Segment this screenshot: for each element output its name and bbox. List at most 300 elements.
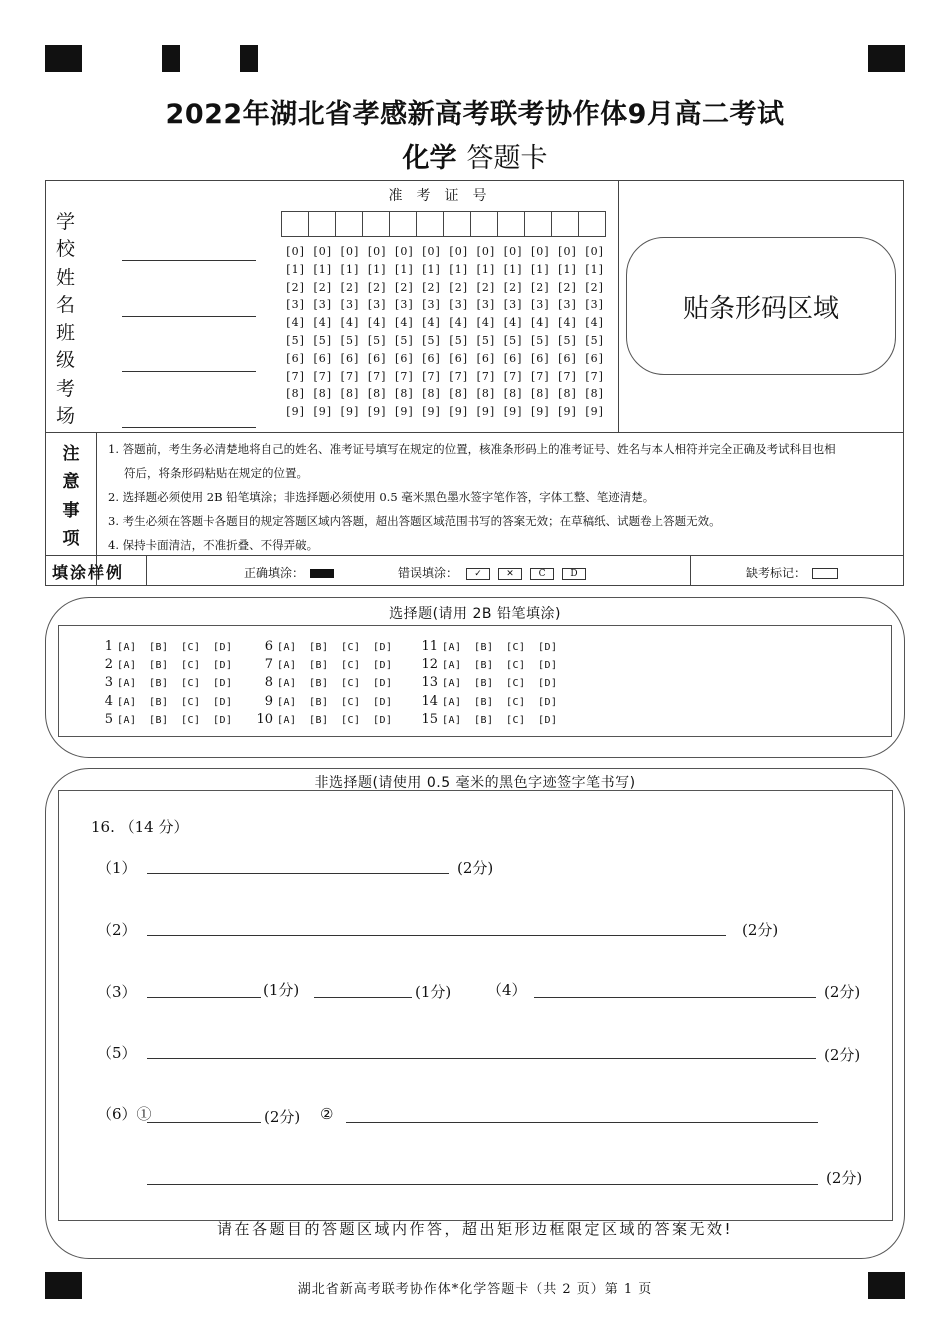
class-input[interactable] <box>122 353 256 372</box>
cross-mark-icon: ✕ <box>498 568 522 580</box>
digit-bubble[interactable]: [8] <box>585 387 604 401</box>
digit-bubble[interactable]: [6] <box>313 351 333 365</box>
digit-row <box>282 350 608 368</box>
digit-bubble[interactable]: [7] <box>530 369 550 383</box>
digit-bubble[interactable]: [5] <box>395 333 414 347</box>
part-6-circle-2: ② <box>320 1105 334 1123</box>
digit-bubble[interactable]: [0] <box>340 245 360 258</box>
mc-option-bubble[interactable]: [D] <box>538 660 558 672</box>
digit-bubble[interactable]: [2] <box>558 280 577 294</box>
digit-bubble[interactable]: [7] <box>286 369 305 383</box>
digit-bubble[interactable]: [3] <box>476 298 496 312</box>
mc-option-bubble[interactable]: [C] <box>506 678 526 690</box>
digit-bubble[interactable]: [9] <box>449 405 469 419</box>
part-3-score-b: (1分) <box>415 983 452 1001</box>
mc-option-bubble[interactable]: [B] <box>309 696 329 708</box>
wrong-fill-label: 错误填涂： <box>398 566 459 580</box>
mc-option-bubble[interactable]: [C] <box>341 714 361 726</box>
mc-option-bubble[interactable]: [B] <box>149 678 169 690</box>
digit-bubble[interactable]: [7] <box>503 369 523 383</box>
digit-bubble[interactable]: [9] <box>286 405 305 419</box>
digit-bubble[interactable]: [7] <box>422 369 441 383</box>
school-field[interactable] <box>56 207 256 261</box>
digit-bubble[interactable]: [5] <box>422 333 441 347</box>
registration-mark <box>240 45 258 72</box>
mc-option-bubble[interactable]: [C] <box>341 660 361 672</box>
digit-bubble[interactable]: [5] <box>367 333 387 347</box>
digit-bubble[interactable]: [8] <box>503 387 523 401</box>
name-field[interactable] <box>56 263 256 317</box>
digit-bubble[interactable]: [0] <box>585 245 604 258</box>
digit-bubble[interactable]: [9] <box>558 405 577 419</box>
digit-bubble[interactable]: [5] <box>313 333 333 347</box>
digit-bubble[interactable]: [1] <box>340 262 360 276</box>
class-field[interactable] <box>56 318 256 372</box>
part-5-score: (2分) <box>824 1046 861 1064</box>
mc-option-bubble[interactable]: [A] <box>442 642 462 653</box>
answer-line-6a[interactable] <box>147 1121 261 1123</box>
mc-row <box>95 673 570 691</box>
answer-line-2[interactable] <box>147 934 726 936</box>
mc-option-bubble[interactable]: [B] <box>474 714 494 726</box>
part-4-label: （4） <box>487 981 527 999</box>
circle-mark-icon: C <box>530 568 554 580</box>
mc-question-number: 8 <box>264 675 273 691</box>
mc-question <box>255 710 420 730</box>
exam-number-digit-box[interactable] <box>308 211 336 237</box>
part-4-score: (2分) <box>824 983 861 1001</box>
digit-bubble[interactable]: [3] <box>313 298 333 312</box>
mc-question-number: 9 <box>264 693 273 709</box>
multiple-choice-title: 选择题(请用 2B 铅笔填涂) <box>389 606 561 622</box>
exam-number-digit-box[interactable] <box>470 211 498 237</box>
digit-row <box>282 332 608 350</box>
answer-area[interactable] <box>58 790 893 1221</box>
exam-number-digit-box[interactable] <box>497 211 525 237</box>
mc-option-bubble[interactable]: [D] <box>538 642 558 653</box>
digit-bubble[interactable]: [6] <box>286 351 305 365</box>
mc-option-bubble[interactable]: [A] <box>277 696 297 708</box>
digit-bubble[interactable]: [7] <box>449 369 469 383</box>
digit-bubble[interactable]: [0] <box>395 245 414 258</box>
mc-question-number: 5 <box>104 711 113 727</box>
digit-bubble[interactable]: [3] <box>367 298 387 312</box>
digit-bubble[interactable]: [2] <box>503 280 523 294</box>
exam-room-input[interactable] <box>122 409 256 428</box>
exam-number-digit-box[interactable] <box>281 211 309 237</box>
mc-option-bubble[interactable]: [B] <box>309 660 329 672</box>
digit-bubble[interactable]: [4] <box>503 316 523 330</box>
digit-bubble[interactable]: [1] <box>530 262 550 276</box>
digit-bubble[interactable]: [9] <box>503 405 523 419</box>
field-label: 班级 <box>56 322 98 371</box>
digit-bubble[interactable]: [2] <box>585 280 604 294</box>
digit-bubble[interactable]: [1] <box>286 262 305 276</box>
mc-option-bubble[interactable]: [D] <box>213 642 233 653</box>
digit-bubble[interactable]: [5] <box>286 333 305 347</box>
digit-bubble[interactable]: [8] <box>340 387 360 401</box>
answer-line-3b[interactable] <box>314 996 412 998</box>
mc-option-bubble[interactable]: [C] <box>506 660 526 672</box>
answer-line-4[interactable] <box>534 996 816 998</box>
mc-question <box>95 673 255 693</box>
part-6-score-a: (2分) <box>264 1108 301 1126</box>
mc-option-bubble[interactable]: [B] <box>149 714 169 726</box>
digit-bubble[interactable]: [9] <box>395 405 414 419</box>
digit-bubble[interactable]: [3] <box>422 298 441 312</box>
digit-bubble[interactable]: [6] <box>395 351 414 365</box>
digit-bubble[interactable]: [1] <box>503 262 523 276</box>
mc-question-number: 6 <box>264 639 273 654</box>
exam-number-digit-box[interactable] <box>335 211 363 237</box>
mc-option-bubble[interactable]: [D] <box>373 660 393 672</box>
note-item: 4. 保持卡面清洁，不准折叠、不得弄破。 <box>108 538 319 552</box>
exam-number-digit-box[interactable] <box>551 211 579 237</box>
exam-number-digit-box[interactable] <box>362 211 390 237</box>
digit-bubble[interactable]: [6] <box>476 351 496 365</box>
exam-number-digit-box[interactable] <box>416 211 444 237</box>
mc-option-bubble[interactable]: [D] <box>373 714 393 726</box>
mc-option-bubble[interactable]: [D] <box>373 696 393 708</box>
mc-row <box>95 692 570 710</box>
mc-question-number: 12 <box>421 657 438 673</box>
mc-option-bubble[interactable]: [B] <box>474 678 494 690</box>
name-input[interactable] <box>122 298 256 317</box>
digit-bubble[interactable]: [5] <box>476 333 496 347</box>
mc-question-number: 11 <box>421 639 438 654</box>
mc-question <box>255 655 420 675</box>
mc-option-bubble[interactable]: [A] <box>277 660 297 672</box>
digit-bubble[interactable]: [7] <box>476 369 496 383</box>
absent-label: 缺考标记： <box>746 566 807 580</box>
digit-bubble[interactable]: [5] <box>558 333 577 347</box>
digit-bubble[interactable]: [6] <box>367 351 387 365</box>
digit-bubble[interactable]: [3] <box>558 298 577 312</box>
digit-bubble[interactable]: [2] <box>422 280 441 294</box>
digit-row <box>282 296 608 314</box>
digit-bubble[interactable]: [8] <box>395 387 414 401</box>
mc-option-bubble[interactable]: [B] <box>474 642 494 653</box>
digit-bubble[interactable]: [1] <box>422 262 441 276</box>
note-item: 2. 选择题必须使用 2B 铅笔填涂；非选择题必须使用 0.5 毫米黑色墨水签字笔作答，字体工整、笔迹清楚。 <box>108 490 655 504</box>
digit-bubble[interactable]: [6] <box>530 351 550 365</box>
digit-bubble[interactable]: [2] <box>449 280 469 294</box>
absent-mark <box>746 564 838 581</box>
digit-bubble[interactable]: [5] <box>585 333 604 347</box>
wrong-fill-example <box>398 564 586 581</box>
digit-bubble[interactable]: [4] <box>340 316 360 330</box>
digit-bubble[interactable]: [4] <box>286 316 305 330</box>
mc-option-bubble[interactable]: [A] <box>117 696 137 708</box>
mc-option-bubble[interactable]: [A] <box>442 714 462 726</box>
digit-bubble[interactable]: [8] <box>422 387 441 401</box>
digit-bubble[interactable]: [8] <box>313 387 333 401</box>
mc-option-bubble[interactable]: [D] <box>213 714 233 726</box>
mc-option-bubble[interactable]: [C] <box>341 696 361 708</box>
mc-option-bubble[interactable]: [B] <box>474 660 494 672</box>
digit-bubble[interactable]: [2] <box>395 280 414 294</box>
mc-option-bubble[interactable]: [D] <box>538 696 558 708</box>
multiple-choice-grid[interactable] <box>95 637 570 728</box>
part-1-score: (2分) <box>457 859 494 877</box>
digit-bubble[interactable]: [8] <box>286 387 305 401</box>
mc-question-number: 7 <box>264 657 273 673</box>
digit-bubble[interactable]: [4] <box>395 316 414 330</box>
mc-option-bubble[interactable]: [C] <box>181 678 201 690</box>
part-1-label: （1） <box>97 859 137 877</box>
digit-bubble[interactable]: [5] <box>449 333 469 347</box>
digit-bubble[interactable]: [3] <box>503 298 523 312</box>
mc-option-bubble[interactable]: [B] <box>309 714 329 726</box>
digit-bubble[interactable]: [9] <box>585 405 604 419</box>
digit-bubble[interactable]: [6] <box>585 351 604 365</box>
part-6-label: （6）① <box>97 1105 152 1123</box>
digit-bubble[interactable]: [4] <box>313 316 333 330</box>
exam-title: 2022年湖北省孝感新高考联考协作体9月高二考试 <box>165 99 785 130</box>
digit-bubble[interactable]: [4] <box>367 316 387 330</box>
digit-bubble[interactable]: [7] <box>585 369 604 383</box>
mc-question-number: 1 <box>104 639 113 654</box>
digit-bubble[interactable]: [4] <box>585 316 604 330</box>
question-number: 16. （14 分） <box>91 818 189 836</box>
digit-bubble[interactable]: [9] <box>367 405 387 419</box>
exam-number-digit-box[interactable] <box>389 211 417 237</box>
mc-question <box>420 673 570 693</box>
mc-option-bubble[interactable]: [A] <box>117 678 137 690</box>
mc-option-bubble[interactable]: [B] <box>149 696 169 708</box>
digit-bubble[interactable]: [3] <box>395 298 414 312</box>
answer-line-6c[interactable] <box>147 1183 818 1185</box>
mc-option-bubble[interactable]: [A] <box>277 714 297 726</box>
mc-option-bubble[interactable]: [D] <box>538 714 558 726</box>
digit-row <box>282 403 608 421</box>
mc-question <box>255 673 420 693</box>
mc-option-bubble[interactable]: [A] <box>277 678 297 690</box>
digit-row <box>282 261 608 279</box>
mc-option-bubble[interactable]: [C] <box>181 714 201 726</box>
digit-bubble[interactable]: [1] <box>449 262 469 276</box>
exam-number-digit-box[interactable] <box>443 211 471 237</box>
notes-label-char: 注 <box>62 443 80 464</box>
digit-bubble[interactable]: [2] <box>476 280 496 294</box>
digit-bubble[interactable]: [5] <box>503 333 523 347</box>
answer-area-warning: 请在各题目的答题区域内作答，超出矩形边框限定区域的答案无效! <box>216 1220 734 1238</box>
digit-bubble[interactable]: [0] <box>286 245 305 258</box>
mc-option-bubble[interactable]: [A] <box>117 660 137 672</box>
digit-bubble[interactable]: [7] <box>395 369 414 383</box>
mc-question <box>255 692 420 712</box>
field-label: 学校 <box>56 211 98 260</box>
school-input[interactable] <box>122 242 256 261</box>
mc-question <box>95 710 255 730</box>
answer-line-5[interactable] <box>147 1057 816 1059</box>
mc-option-bubble[interactable]: [B] <box>309 642 329 653</box>
part-2-score: (2分) <box>742 921 779 939</box>
digit-bubble[interactable]: [9] <box>340 405 360 419</box>
free-response-section <box>45 768 905 1259</box>
mc-option-bubble[interactable]: [D] <box>538 678 558 690</box>
check-mark-icon: ✓ <box>466 568 490 580</box>
mc-option-bubble[interactable]: [A] <box>442 696 462 708</box>
card-name: 答题卡 <box>466 143 548 174</box>
answer-line-1[interactable] <box>147 872 449 874</box>
mc-option-bubble[interactable]: [B] <box>474 696 494 708</box>
mc-option-bubble[interactable]: [D] <box>373 678 393 690</box>
digit-bubble[interactable]: [8] <box>367 387 387 401</box>
notes-label-char: 意 <box>62 472 80 493</box>
exam-room-field[interactable] <box>56 374 256 428</box>
digit-bubble[interactable]: [4] <box>422 316 441 330</box>
mc-option-bubble[interactable]: [C] <box>341 678 361 690</box>
mc-option-bubble[interactable]: [C] <box>181 696 201 708</box>
digit-bubble[interactable]: [1] <box>476 262 496 276</box>
registration-mark <box>868 45 905 72</box>
mc-option-bubble[interactable]: [C] <box>341 642 361 653</box>
filled-swatch <box>310 569 334 578</box>
digit-bubble[interactable]: [8] <box>476 387 496 401</box>
digit-bubble[interactable]: [2] <box>313 280 333 294</box>
digit-bubble[interactable]: [7] <box>367 369 387 383</box>
subject-label: 化学 <box>402 143 457 174</box>
free-response-title: 非选择题(请使用 0.5 毫米的黑色字迹签字笔书写) <box>314 775 636 791</box>
digit-bubble[interactable]: [8] <box>449 387 469 401</box>
digit-bubble[interactable]: [5] <box>530 333 550 347</box>
mc-row <box>95 637 570 655</box>
digit-bubble[interactable]: [3] <box>340 298 360 312</box>
mc-option-bubble[interactable]: [D] <box>213 660 233 672</box>
notes-list <box>108 437 898 557</box>
multiple-choice-section <box>45 597 905 758</box>
multiple-choice-grid-box <box>58 625 892 737</box>
digit-bubble[interactable]: [6] <box>503 351 523 365</box>
digit-bubble[interactable]: [1] <box>395 262 414 276</box>
mc-option-bubble[interactable]: [A] <box>442 678 462 690</box>
mc-option-bubble[interactable]: [C] <box>181 660 201 672</box>
digit-bubble[interactable]: [6] <box>422 351 441 365</box>
digit-bubble[interactable]: [3] <box>530 298 550 312</box>
digit-row <box>282 314 608 332</box>
digit-bubble[interactable]: [4] <box>476 316 496 330</box>
digit-bubble[interactable]: [9] <box>530 405 550 419</box>
notes-label-char: 项 <box>62 529 80 550</box>
digit-bubble[interactable]: [7] <box>558 369 577 383</box>
field-label: 姓名 <box>56 267 98 316</box>
digit-bubble[interactable]: [1] <box>313 262 333 276</box>
digit-bubble[interactable]: [4] <box>530 316 550 330</box>
digit-bubble[interactable]: [0] <box>476 245 496 258</box>
digit-bubble[interactable]: [1] <box>367 262 387 276</box>
digit-row <box>282 368 608 386</box>
mc-option-bubble[interactable]: [A] <box>117 714 137 726</box>
digit-bubble[interactable]: [2] <box>367 280 387 294</box>
mc-question-number: 3 <box>104 675 113 691</box>
exam-number-bubble-grid[interactable] <box>282 243 608 421</box>
digit-row <box>282 279 608 297</box>
mc-option-bubble[interactable]: [C] <box>506 696 526 708</box>
digit-bubble[interactable]: [2] <box>340 280 360 294</box>
note-item: 1. 答题前，考生务必清楚地将自己的姓名、准考证号填写在规定的位置，核准条形码上的准考证号、姓名与本人相符并完全正确及考试科目也相 <box>108 442 836 456</box>
digit-bubble[interactable]: [0] <box>558 245 577 258</box>
digit-bubble[interactable]: [3] <box>585 298 604 312</box>
digit-bubble[interactable]: [1] <box>585 262 604 276</box>
mc-question <box>420 637 570 657</box>
card-title <box>0 136 950 175</box>
digit-bubble[interactable]: [0] <box>313 245 333 258</box>
mc-question <box>420 692 570 712</box>
mc-option-bubble[interactable]: [D] <box>213 678 233 690</box>
mc-option-bubble[interactable]: [A] <box>277 642 297 653</box>
student-info-panel <box>45 180 904 586</box>
mc-question-number: 4 <box>104 693 113 709</box>
barcode-area: 贴条形码区域 <box>626 237 896 375</box>
field-label: 考场 <box>56 378 98 427</box>
mc-option-bubble[interactable]: [D] <box>373 642 393 653</box>
digit-bubble[interactable]: [4] <box>558 316 577 330</box>
mc-option-bubble[interactable]: [C] <box>181 642 201 653</box>
digit-bubble[interactable]: [3] <box>286 298 305 312</box>
digit-bubble[interactable]: [1] <box>558 262 577 276</box>
digit-bubble[interactable]: [7] <box>313 369 333 383</box>
correct-fill-label: 正确填涂： <box>244 566 305 580</box>
part-5-label: （5） <box>97 1044 137 1062</box>
mc-question <box>95 692 255 712</box>
mc-option-bubble[interactable]: [C] <box>506 714 526 726</box>
mc-option-bubble[interactable]: [B] <box>149 642 169 653</box>
digit-bubble[interactable]: [5] <box>340 333 360 347</box>
digit-bubble[interactable]: [0] <box>530 245 550 258</box>
mc-question-number: 15 <box>421 711 438 727</box>
mc-option-bubble[interactable]: [D] <box>213 696 233 708</box>
digit-bubble[interactable]: [0] <box>449 245 469 258</box>
digit-bubble[interactable]: [8] <box>558 387 577 401</box>
digit-bubble[interactable]: [6] <box>449 351 469 365</box>
mc-option-bubble[interactable]: [C] <box>506 642 526 653</box>
absent-checkbox[interactable] <box>812 568 838 579</box>
digit-bubble[interactable]: [2] <box>286 280 305 294</box>
digit-bubble[interactable]: [7] <box>340 369 360 383</box>
mc-row <box>95 710 570 728</box>
digit-bubble[interactable]: [9] <box>476 405 496 419</box>
digit-bubble[interactable]: [6] <box>340 351 360 365</box>
note-item: 3. 考生必须在答题卡各题目的规定答题区域内答题，超出答题区域范围书写的答案无效；在草稿纸、试题卷上答题无效。 <box>108 514 721 528</box>
digit-bubble[interactable]: [0] <box>367 245 387 258</box>
mc-option-bubble[interactable]: [A] <box>117 642 137 653</box>
half-fill-icon: D <box>562 568 586 580</box>
answer-line-3a[interactable] <box>147 996 261 998</box>
exam-number-digit-box[interactable] <box>524 211 552 237</box>
mc-question-number: 13 <box>421 675 438 691</box>
digit-bubble[interactable]: [9] <box>313 405 333 419</box>
digit-bubble[interactable]: [9] <box>422 405 441 419</box>
digit-bubble[interactable]: [6] <box>558 351 577 365</box>
answer-line-6b[interactable] <box>346 1121 818 1123</box>
mc-question <box>420 710 570 730</box>
digit-bubble[interactable]: [8] <box>530 387 550 401</box>
part-2-label: （2） <box>97 921 137 939</box>
exam-number-boxes[interactable] <box>282 211 606 237</box>
part-3-score-a: (1分) <box>263 981 300 999</box>
mc-option-bubble[interactable]: [B] <box>149 660 169 672</box>
digit-bubble[interactable]: [2] <box>530 280 550 294</box>
mc-question <box>95 655 255 675</box>
exam-number-digit-box[interactable] <box>578 211 606 237</box>
mc-option-bubble[interactable]: [B] <box>309 678 329 690</box>
digit-bubble[interactable]: [4] <box>449 316 469 330</box>
digit-bubble[interactable]: [0] <box>503 245 523 258</box>
mc-option-bubble[interactable]: [A] <box>442 660 462 672</box>
digit-bubble[interactable]: [0] <box>422 245 441 258</box>
digit-bubble[interactable]: [3] <box>449 298 469 312</box>
